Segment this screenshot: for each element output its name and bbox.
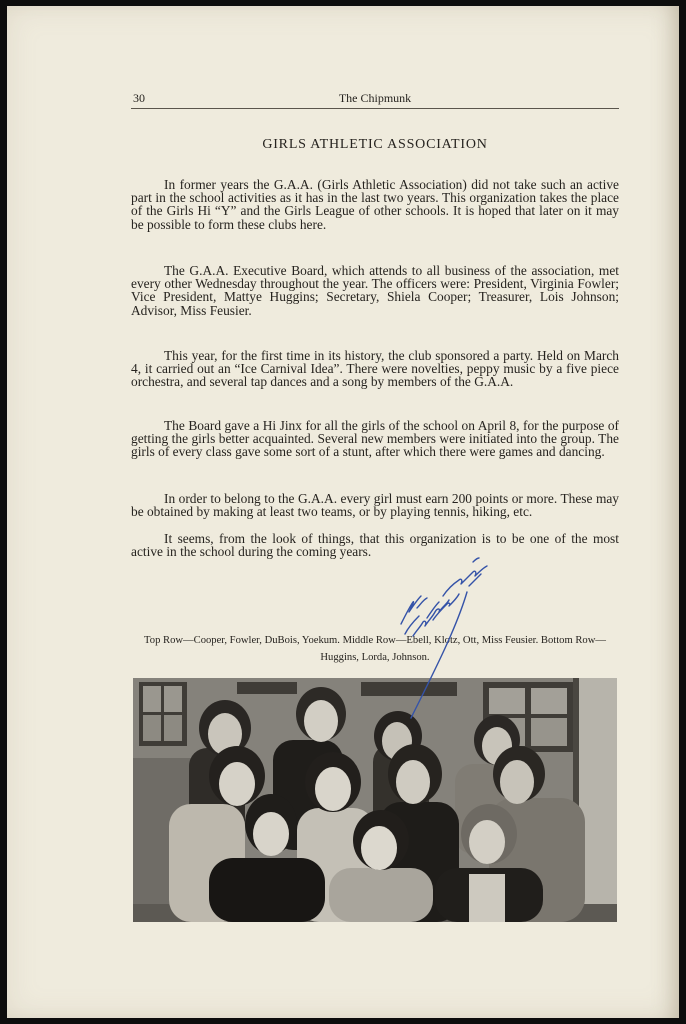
article-heading: GIRLS ATHLETIC ASSOCIATION (262, 137, 488, 152)
paragraph-membership: In order to belong to the G.A.A. every girl must earn 200 points or more. These may be obtained by making at least two teams, or by playing tennis, hiking, etc. (131, 491, 619, 520)
handwritten-signature (387, 546, 507, 726)
bottom-row-people (209, 794, 543, 922)
yearbook-page (7, 6, 679, 1018)
journal-title: The Chipmunk (338, 91, 412, 105)
group-photo-illustration (133, 678, 617, 922)
page-number: 30 (133, 91, 145, 105)
group-photo (133, 678, 617, 922)
paragraph-hi-jinx: The Board gave a Hi Jinx for all the girls of the school on April 8, for the purpose of getting the girls better acquainted. Several new members were initiated into the group. The girls of every class gave some sort of a stunt, after which there were games and dancing. (131, 418, 619, 460)
paragraph-party: This year, for the first time in its history, the club sponsored a party. Held on March 4, it carried out an “Ice Carnival Idea”. There were novelties, peppy music by a five piece orchestra, and several tap dances and a song by members of the G.A.A. (131, 348, 619, 390)
paragraph-outlook: It seems, from the look of things, that this organization is to be one of the most active in the school during the coming years. (131, 531, 619, 560)
photo-caption: Top Row—Cooper, Fowler, DuBois, Yoekum. Middle Row—Ebell, Klotz, Ott, Miss Feusier. Bottom Row—Huggins, Lorda, Johnson. (144, 635, 606, 663)
running-head (131, 90, 619, 109)
paragraph-history: In former years the G.A.A. (Girls Athletic Association) did not take such an active part in the school activities as it has in the last two years. This organization takes the place of the Girls Hi “Y” and the Girls League of other schools. It is hoped that later on it may be possible to form these clubs here. (131, 177, 619, 232)
paragraph-executive-board: The G.A.A. Executive Board, which attends to all business of the association, met every other Wednesday throughout the year. The officers were: President, Virginia Fowler; Vice President, Mattye Huggins; Secretary, Shiela Cooper; Treasurer, Lois Johnson; Advisor, Miss Feusier. (131, 263, 619, 318)
